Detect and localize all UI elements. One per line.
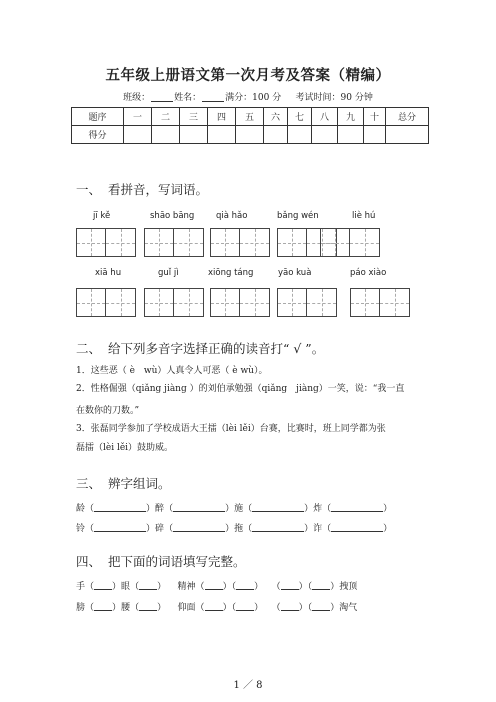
exam-time: 考试时间：90 分钟 [295, 93, 373, 103]
score-header-cell: 六 [264, 108, 288, 126]
word-row: 龄（ ）醉（ ）施（ ）炸（ ） [76, 504, 393, 514]
answer-blank[interactable] [139, 601, 157, 611]
pinyin: jī kě [93, 211, 111, 221]
section1-title: 看拼音，写词语。 [108, 182, 209, 197]
score-table [71, 107, 429, 144]
score-header-cell: 一 [124, 108, 152, 126]
answer-blank[interactable] [94, 580, 112, 590]
score-header-cell: 五 [236, 108, 264, 126]
pinyin: shāo bāng [150, 211, 195, 221]
char: 炸 [313, 504, 323, 514]
score-cell[interactable] [288, 126, 312, 144]
pinyin: guǐ jì [158, 268, 179, 278]
score-header-cell: 四 [208, 108, 236, 126]
section2-number: 二、 [76, 341, 102, 356]
writing-grid[interactable] [144, 228, 204, 257]
writing-grid[interactable] [76, 288, 136, 317]
char: 膀 [76, 603, 86, 613]
answer-blank[interactable] [94, 502, 146, 512]
section3-heading [76, 474, 171, 492]
score-cell[interactable] [338, 126, 364, 144]
char: 醉 [155, 504, 165, 514]
section2-title: 给下列多音字选择正确的读音打“ √ ”。 [108, 341, 325, 356]
question-line: 1．这些恶（ è wù）人真令人可恶（ è wù）。 [76, 366, 268, 376]
score-row [72, 126, 429, 144]
answer-blank[interactable] [281, 601, 299, 611]
name-label: 姓名： [174, 93, 202, 103]
char: 龄 [76, 504, 86, 514]
score-header-cell: 十 [364, 108, 386, 126]
full-score: 满分：100 分 [225, 93, 282, 103]
score-header-cell: 七 [288, 108, 312, 126]
answer-blank[interactable] [236, 580, 254, 590]
pinyin: bǎng wén [277, 211, 319, 221]
section4-title: 把下面的词语填写完整。 [108, 554, 246, 569]
document-title: 五年级上册语文第一次月考及答案（精编） [105, 67, 391, 84]
writing-grid[interactable] [320, 228, 380, 257]
score-header-cell: 八 [312, 108, 338, 126]
char: 腰 [121, 603, 131, 613]
pinyin: yāo kuà [278, 268, 312, 278]
section1-heading [76, 180, 208, 198]
score-cell[interactable] [152, 126, 180, 144]
char: 拽顶 [339, 582, 358, 592]
score-header-cell: 九 [338, 108, 364, 126]
score-header-cell: 题序 [72, 108, 124, 126]
char: 铃 [76, 524, 86, 534]
score-cell[interactable] [312, 126, 338, 144]
writing-grid[interactable] [76, 228, 136, 257]
section1-number: 一、 [76, 182, 102, 197]
page-number: 1 ／ 8 [233, 680, 263, 691]
score-header-cell: 总分 [386, 108, 429, 126]
char: 诈 [313, 524, 323, 534]
pinyin: qià hǎo [216, 211, 248, 221]
score-row-label: 得分 [72, 126, 124, 144]
pinyin: liè hú [352, 211, 376, 221]
question-line: 3．张磊同学参加了学校成语大王擂（lèi lěi）台赛，比赛时，班上同学都为张 [76, 424, 386, 434]
section3-number: 三、 [76, 476, 102, 491]
score-cell[interactable] [236, 126, 264, 144]
word-row: 手（ ）眼（ ） 精神（ ）（ ） （ ）（ ）拽顶 [76, 582, 358, 592]
char: 眼 [121, 582, 131, 592]
char: 手 [76, 582, 86, 592]
score-cell[interactable] [208, 126, 236, 144]
answer-blank[interactable] [236, 601, 254, 611]
question-line: 磊擂（lèi lěi）鼓助威。 [76, 443, 174, 453]
score-cell[interactable] [264, 126, 288, 144]
answer-blank[interactable] [94, 601, 112, 611]
answer-blank[interactable] [331, 502, 383, 512]
score-header-cell: 二 [152, 108, 180, 126]
answer-blank[interactable] [252, 502, 304, 512]
char: 碎 [155, 524, 165, 534]
answer-blank[interactable] [139, 580, 157, 590]
writing-grid[interactable] [277, 288, 337, 317]
char: 施 [234, 504, 244, 514]
section4-number: 四、 [76, 554, 102, 569]
question-line: 在数你的刀数。” [76, 406, 140, 416]
score-cell[interactable] [386, 126, 429, 144]
answer-blank[interactable] [173, 522, 225, 532]
writing-grid[interactable] [210, 228, 270, 257]
answer-blank[interactable] [281, 580, 299, 590]
class-label: 班级： [123, 93, 151, 103]
score-cell[interactable] [364, 126, 386, 144]
char: 拖 [234, 524, 244, 534]
answer-blank[interactable] [205, 580, 223, 590]
answer-blank[interactable] [312, 601, 330, 611]
score-cell[interactable] [180, 126, 208, 144]
char: 精神 [177, 582, 196, 592]
answer-blank[interactable] [312, 580, 330, 590]
pinyin: páo xiào [350, 268, 387, 278]
pinyin: xiā hu [95, 268, 122, 278]
writing-grid[interactable] [350, 288, 410, 317]
answer-blank[interactable] [173, 502, 225, 512]
writing-grid[interactable] [144, 288, 204, 317]
word-row: 铃（ ）碎（ ）拖（ ）诈（ ） [76, 524, 393, 534]
name-blank [202, 92, 224, 102]
section4-heading [76, 552, 246, 570]
answer-blank[interactable] [331, 522, 383, 532]
writing-grid[interactable] [210, 288, 270, 317]
section2-heading [76, 339, 324, 357]
answer-blank[interactable] [205, 601, 223, 611]
answer-blank[interactable] [94, 522, 146, 532]
char: 淘气 [339, 603, 358, 613]
score-header-row [72, 108, 429, 126]
score-header-cell: 三 [180, 108, 208, 126]
word-row: 膀（ ）腰（ ） 仰面（ ）（ ） （ ）（ ）淘气 [76, 603, 358, 613]
pinyin: xiōng táng [208, 268, 254, 278]
section3-title: 辨字组词。 [108, 476, 171, 491]
question-line: 2．性格倔强（qiǎng jiàng ）的刘伯承勉强（qiǎng jiàng）一笑，说：“我一直 [76, 384, 405, 394]
char: 仰面 [177, 603, 196, 613]
exam-info [0, 90, 496, 103]
answer-blank[interactable] [252, 522, 304, 532]
class-blank [151, 92, 173, 102]
score-cell[interactable] [124, 126, 152, 144]
